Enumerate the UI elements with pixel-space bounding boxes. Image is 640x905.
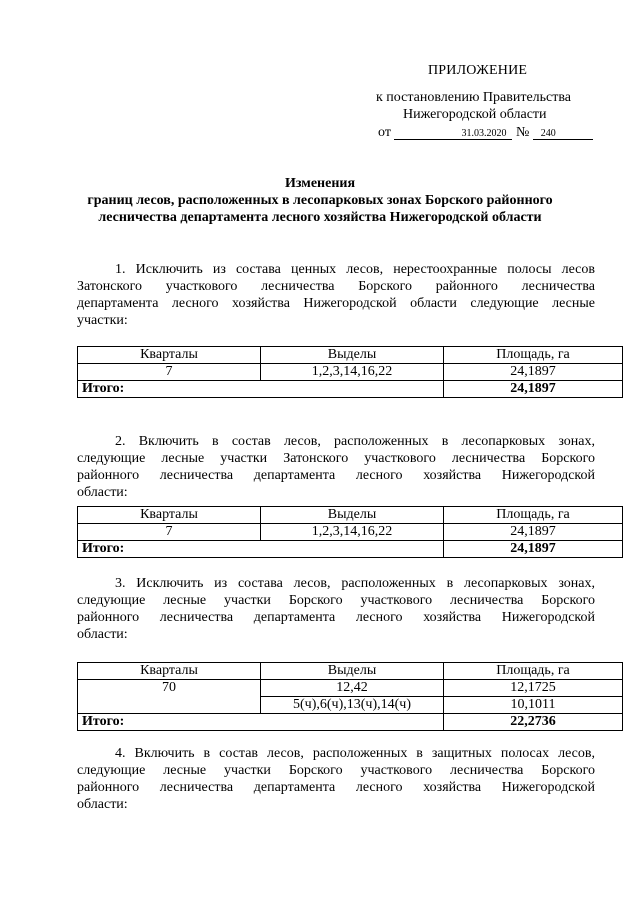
column-header: Кварталы <box>78 663 261 680</box>
table-row <box>78 364 623 381</box>
table-cell: 24,1897 <box>444 364 623 381</box>
heading-title: Изменения <box>284 176 356 191</box>
total-label: Итого: <box>78 541 444 558</box>
table-total-row <box>78 541 623 558</box>
text-line: районного лесничества департамента лесного хозяйства Нижегородской <box>77 610 595 625</box>
table-cell: 70 <box>78 680 261 714</box>
table-row <box>78 524 623 541</box>
section-2-text <box>77 433 595 501</box>
section-2-table <box>77 506 623 558</box>
table-total-row <box>78 714 623 731</box>
total-value: 24,1897 <box>444 541 623 558</box>
from-label: от <box>378 125 391 140</box>
text-line: следующие лесные участки Борского участкового лесничества Борского <box>77 593 595 608</box>
section-4-text <box>77 745 595 813</box>
text-line: 2. Включить в состав лесов, расположенных в лесопарковых зонах, <box>115 434 595 449</box>
column-header: Кварталы <box>78 507 261 524</box>
column-header: Выделы <box>261 347 444 364</box>
resolution-ref-line2: Нижегородской области <box>403 107 547 122</box>
column-header: Кварталы <box>78 347 261 364</box>
column-header: Выделы <box>261 507 444 524</box>
section-3-text <box>77 575 595 643</box>
table-header-row <box>78 347 623 364</box>
text-line: департамента лесного хозяйства Нижегородской области следующие лесные <box>77 296 595 311</box>
text-line: участки: <box>77 313 128 328</box>
table-header-row <box>78 507 623 524</box>
column-header: Выделы <box>261 663 444 680</box>
table-cell: 10,1011 <box>444 697 623 714</box>
text-line: 1. Исключить из состава ценных лесов, нерестоохранные полосы лесов <box>115 262 595 277</box>
text-line: Затонского участкового лесничества Борского районного лесничества <box>77 279 595 294</box>
text-line: области: <box>77 627 128 642</box>
resolution-ref-line1: к постановлению Правительства <box>376 90 572 105</box>
section-3-table <box>77 662 623 731</box>
table-cell: 7 <box>78 524 261 541</box>
resolution-date: 31.03.2020 <box>394 128 512 140</box>
column-header: Площадь, га <box>444 347 623 364</box>
section-1-table <box>77 346 623 398</box>
text-line: районного лесничества департамента лесного хозяйства Нижегородской <box>77 468 595 483</box>
table-cell: 7 <box>78 364 261 381</box>
text-line: области: <box>77 485 128 500</box>
table-header-row <box>78 663 623 680</box>
column-header: Площадь, га <box>444 663 623 680</box>
column-header: Площадь, га <box>444 507 623 524</box>
text-line: 4. Включить в состав лесов, расположенных в защитных полосах лесов, <box>115 746 595 761</box>
table-total-row <box>78 381 623 398</box>
text-line: 3. Исключить из состава лесов, расположенных в лесопарковых зонах, <box>115 576 595 591</box>
heading-line2: границ лесов, расположенных в лесопарковых зонах Борского районного <box>87 193 553 208</box>
text-line: области: <box>77 797 128 812</box>
table-cell: 1,2,3,14,16,22 <box>261 364 444 381</box>
table-cell: 24,1897 <box>444 524 623 541</box>
text-line: районного лесничества департамента лесного хозяйства Нижегородской <box>77 780 595 795</box>
text-line: следующие лесные участки Борского участкового лесничества Борского <box>77 763 595 778</box>
text-line: следующие лесные участки Затонского участкового лесничества Борского <box>77 451 595 466</box>
total-label: Итого: <box>78 381 444 398</box>
table-cell: 12,1725 <box>444 680 623 697</box>
table-row <box>78 680 623 697</box>
number-label: № <box>515 125 530 140</box>
section-1-text <box>77 261 595 329</box>
appendix-title: ПРИЛОЖЕНИЕ <box>428 63 528 78</box>
total-value: 24,1897 <box>444 381 623 398</box>
table-cell: 5(ч),6(ч),13(ч),14(ч) <box>261 697 444 714</box>
resolution-number: 240 <box>533 128 593 140</box>
resolution-date-number <box>378 125 593 141</box>
heading-line3: лесничества департамента лесного хозяйства Нижегородской области <box>98 210 542 225</box>
total-value: 22,2736 <box>444 714 623 731</box>
table-cell: 1,2,3,14,16,22 <box>261 524 444 541</box>
total-label: Итого: <box>78 714 444 731</box>
table-cell: 12,42 <box>261 680 444 697</box>
